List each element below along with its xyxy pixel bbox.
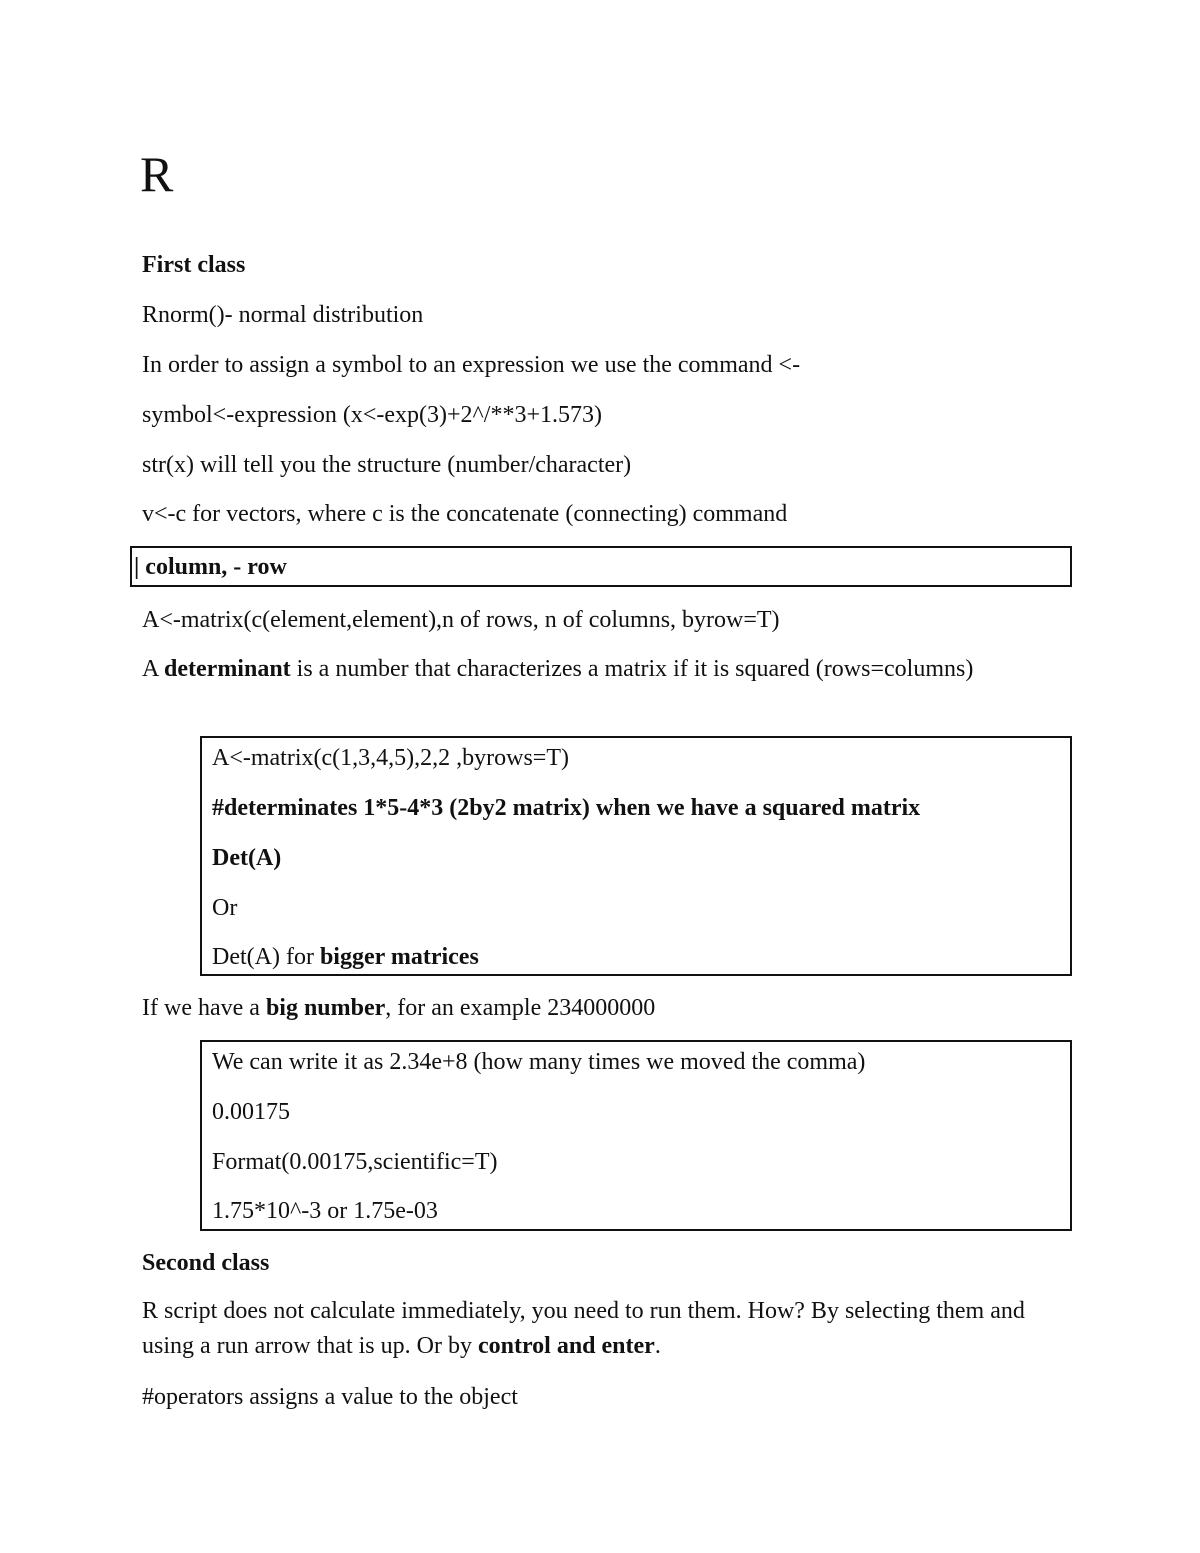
det-box-line-5-pre: Det(A) for <box>212 944 320 970</box>
str-line: str(x) will tell you the structure (number/character) <box>142 452 632 478</box>
document-title: R <box>140 146 174 202</box>
big-number-pre: If we have a <box>142 995 266 1021</box>
big-number-post: , for an example 234000000 <box>385 995 656 1021</box>
scientific-notation-box <box>200 1040 1072 1231</box>
first-class-heading: First class <box>142 252 246 278</box>
r-script-paragraph <box>142 1294 1072 1364</box>
determinant-bold: determinant <box>164 656 291 682</box>
determinant-paragraph <box>142 652 1057 687</box>
determinant-code-box <box>200 736 1072 976</box>
column-row-box <box>130 546 1072 587</box>
determinant-post: is a number that characterizes a matrix if it is squared (rows=columns) <box>290 656 974 682</box>
big-number-bold: big number <box>265 995 386 1021</box>
sci-box-line-1: We can write it as 2.34e+8 (how many times we moved the comma) <box>212 1049 866 1075</box>
r-script-bold: control and enter <box>477 1333 655 1359</box>
big-number-line <box>142 993 655 1023</box>
symbol-line: symbol<-expression (x<-exp(3)+2^/**3+1.573) <box>142 402 602 428</box>
det-box-line-2: #determinates 1*5-4*3 (2by2 matrix) when we have a squared matrix <box>212 795 921 821</box>
operators-line: #operators assigns a value to the object <box>142 1384 518 1410</box>
determinant-pre: A <box>142 656 165 682</box>
assign-line: In order to assign a symbol to an expression we use the command <- <box>142 352 801 378</box>
sci-box-line-2: 0.00175 <box>212 1099 290 1125</box>
det-box-line-1: A<-matrix(c(1,3,4,5),2,2 ,byrows=T) <box>212 745 569 771</box>
det-box-line-3: Det(A) <box>212 845 282 871</box>
vector-line: v<-c for vectors, where c is the concatenate (connecting) command <box>142 501 788 527</box>
det-box-line-4: Or <box>212 895 238 921</box>
sci-box-line-3: Format(0.00175,scientific=T) <box>212 1149 498 1175</box>
det-box-line-5-bold: bigger matrices <box>319 944 479 970</box>
matrix-line: A<-matrix(c(element,element),n of rows, n of columns, byrow=T) <box>142 607 780 633</box>
second-class-heading: Second class <box>142 1250 270 1276</box>
rnorm-line: Rnorm()- normal distribution <box>142 302 424 328</box>
r-script-pre: R script does not calculate immediately, you need to run them. How? By selecting them and using a run arrow that is up. Or by <box>142 1298 1025 1359</box>
r-script-post: . <box>654 1333 661 1359</box>
column-row-text: | column, - row <box>134 554 287 580</box>
sci-box-line-4: 1.75*10^-3 or 1.75e-03 <box>212 1198 438 1224</box>
det-box-line-5 <box>212 942 479 972</box>
